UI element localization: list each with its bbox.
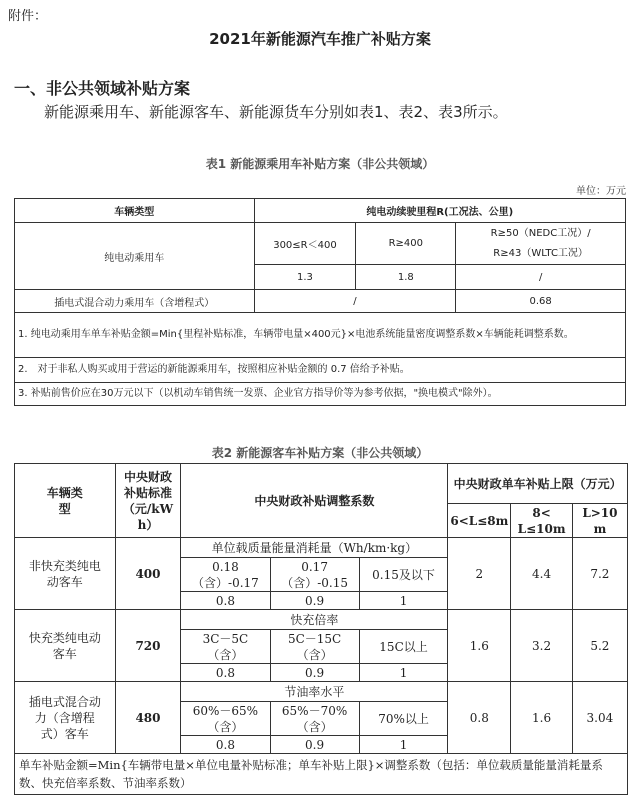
- section-heading: 一、非公共领域补贴方案: [14, 79, 191, 98]
- header-text: 中央财政补贴标准（元/kWh）: [122, 469, 174, 532]
- attachment-label: 附件：: [8, 9, 48, 24]
- table-cell: 0.8: [181, 664, 270, 682]
- table-note: 2. 对于非私人购买或用于营运的新能源乘用车，按照相应补贴金额的 0.7 倍给予补贴。: [15, 358, 626, 383]
- passenger-vehicle-subsidy-table: [14, 198, 626, 406]
- table-cell: [270, 558, 359, 592]
- table-cell: 480: [115, 682, 181, 754]
- table-note: 1. 纯电动乘用车单车补贴金额=Min{里程补贴标准，车辆带电量×400元}×电池系统能量密度调整系数×车辆能耗调整系数。: [15, 313, 626, 358]
- table-cell: 2: [448, 538, 511, 610]
- table-cell: 0.9: [270, 736, 359, 754]
- band-text: 3C－5C（含）: [202, 631, 249, 662]
- table2-caption: 表2 新能源客车补贴方案（非公共领域）: [211, 446, 429, 460]
- table-cell: 快充倍率: [181, 610, 448, 630]
- table-cell: 70%以上: [359, 702, 448, 736]
- table-cell: 1: [359, 664, 448, 682]
- table-cell: 300≤R＜400: [254, 223, 356, 265]
- table-cell: 400: [115, 538, 181, 610]
- table-cell: 0.8: [181, 592, 270, 610]
- table-cell: [270, 702, 359, 736]
- band-text: 0.18（含）-0.17: [192, 559, 259, 590]
- table-cell: 1.3: [254, 265, 356, 290]
- table-cell: 1.6: [448, 610, 511, 682]
- header-text: 车辆类型: [46, 485, 83, 516]
- table-cell: 节油率水平: [181, 682, 448, 702]
- range-wltc: R≥43（WLTC工况）: [493, 247, 588, 259]
- table-header: 纯电动续驶里程R(工况法、公里): [254, 199, 625, 223]
- table-cell: 纯电动乘用车: [15, 223, 255, 290]
- intro-paragraph: 新能源乘用车、新能源客车、新能源货车分别如表1、表2、表3所示。: [44, 103, 508, 121]
- table-note: 单车补贴金额=Min{车辆带电量×单位电量补贴标准；单车补贴上限}×调整系数（包括：单位载质量能量消耗量系数、快充倍率系数、节油率系数）: [15, 754, 628, 795]
- vehicle-type: 快充类纯电动客车: [28, 630, 101, 661]
- table-cell: 0.9: [270, 664, 359, 682]
- table-cell: 720: [115, 610, 181, 682]
- table-cell: 15C以上: [359, 630, 448, 664]
- table-cell: R≥400: [356, 223, 456, 265]
- table1-unit: 单位：万元: [576, 186, 626, 197]
- table-header: L>10 m: [572, 504, 627, 538]
- table-header: [115, 464, 181, 538]
- table-cell: [181, 630, 270, 664]
- table-cell: 1.8: [356, 265, 456, 290]
- table-cell: [15, 682, 116, 754]
- table-cell: 0.15及以下: [359, 558, 448, 592]
- table-cell: 1: [359, 592, 448, 610]
- table-header: 车辆类型: [15, 199, 255, 223]
- vehicle-type: 非快充类纯电动客车: [28, 558, 101, 589]
- table-cell: /: [456, 265, 626, 290]
- table-header: 8< L≤10m: [511, 504, 573, 538]
- range-nedc: R≥50（NEDC工况）/: [490, 227, 591, 239]
- bus-subsidy-table: [14, 463, 628, 795]
- table-cell: 3.2: [511, 610, 573, 682]
- table-cell: 7.2: [572, 538, 627, 610]
- table-cell: [15, 610, 116, 682]
- table-cell: 0.8: [448, 682, 511, 754]
- table-header: 中央财政补贴调整系数: [181, 464, 448, 538]
- band-text: 0.17（含）-0.15: [281, 559, 348, 590]
- table-cell: [181, 558, 270, 592]
- table-header: [15, 464, 116, 538]
- table-cell: 0.8: [181, 736, 270, 754]
- band-text: 65%－70%（含）: [281, 703, 348, 734]
- table-cell: /: [254, 290, 456, 313]
- vehicle-type: 插电式混合动力（含增程式）客车: [28, 694, 101, 741]
- document-title: 2021年新能源汽车推广补贴方案: [209, 30, 431, 48]
- table1-caption: 表1 新能源乘用车补贴方案（非公共领域）: [205, 157, 435, 171]
- table-cell: 5.2: [572, 610, 627, 682]
- table-cell: 插电式混合动力乘用车（含增程式）: [15, 290, 255, 313]
- table-cell: 4.4: [511, 538, 573, 610]
- table-cell: 0.9: [270, 592, 359, 610]
- table-cell: [270, 630, 359, 664]
- band-text: 60%－65%（含）: [192, 703, 259, 734]
- table-header: 6<L≤8m: [448, 504, 511, 538]
- table-cell: 1.6: [511, 682, 573, 754]
- table-cell: [15, 538, 116, 610]
- table-note: 3. 补贴前售价应在30万元以下（以机动车销售统一发票、企业官方指导价等为参考依据，"换电模式"除外）。: [15, 383, 626, 406]
- table-cell: 单位载质量能量消耗量（Wh/km·kg）: [181, 538, 448, 558]
- table-cell: 3.04: [572, 682, 627, 754]
- table-header: 中央财政单车补贴上限（万元）: [448, 464, 628, 504]
- table-cell: [456, 223, 626, 265]
- table-cell: 0.68: [456, 290, 626, 313]
- table-cell: [181, 702, 270, 736]
- table-cell: 1: [359, 736, 448, 754]
- band-text: 5C－15C（含）: [287, 631, 342, 662]
